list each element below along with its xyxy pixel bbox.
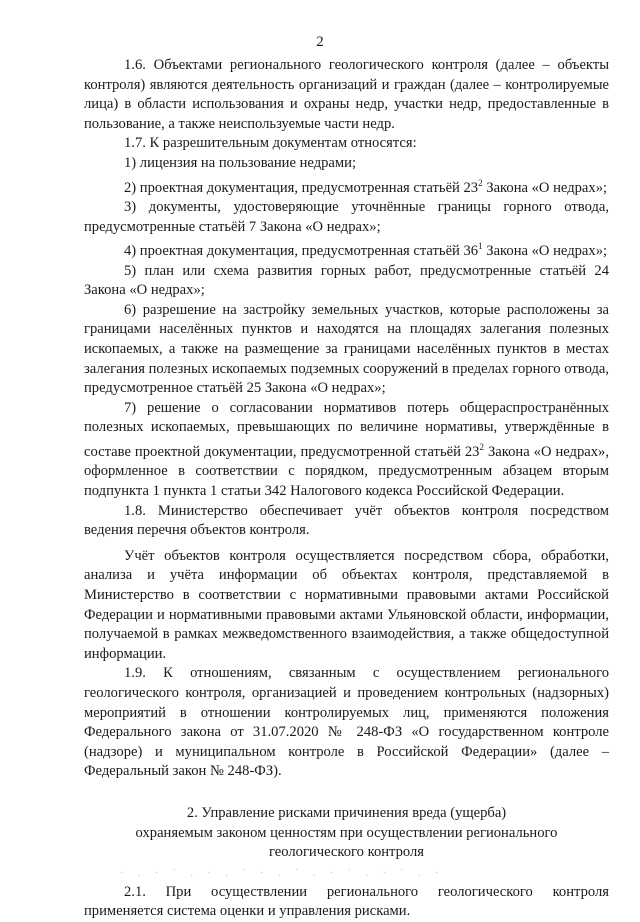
list-item-7-text-end: Закона «О недрах», оформленное в соответствии с порядком, предусмотренным абзацем вторым подпункта 1 пункта 1 статьи 342 Налогового кодекса Российской Федерации. — [84, 443, 609, 500]
list-item-2-text-end: Закона «О недрах»; — [482, 179, 608, 196]
superscript: 2 — [478, 177, 483, 188]
scan-noise: · . · ˙ . · . ˙ · . ˙ . · ˙ . · ˙ . · — [120, 868, 445, 879]
paragraph-1-8: 1.8. Министерство обеспечивает учёт объектов контроля посредством ведения перечня объектов контроля. — [84, 502, 609, 539]
section-2-heading — [84, 804, 609, 863]
list-item-4 — [84, 237, 609, 261]
list-item-7 — [84, 399, 609, 502]
paragraph-2-1: 2.1. При осуществлении регионального геологического контроля применяется система оценки и управления рисками. — [84, 883, 609, 920]
paragraph-1-6: 1.6. Объектами регионального геологического контроля (далее – объекты контроля) являются деятельность организаций и граждан (далее – контролируемые лица) в области использования и охраны недр, участки недр, предоставленные в пользование, а также неиспользуемые части недр. — [84, 57, 609, 132]
paragraph-1-7: 1.7. К разрешительным документам относятся: — [124, 135, 417, 152]
section-2-heading-line-1: 2. Управление рисками причинения вреда (ущерба) — [186, 804, 507, 821]
list-item-7-text: 7) решение о согласовании нормативов потерь общераспространённых полезных ископаемых, превышающих по величине нормативы, утверждённые в составе проектной документации, предусмотренной статьёй 23 — [84, 399, 609, 460]
list-item-4-text-end: Закона «О недрах»; — [482, 243, 608, 260]
list-item-4-text: 4) проектная документация, предусмотренная статьёй 36 — [124, 243, 479, 260]
list-item-1: 1) лицензия на пользование недрами; — [124, 154, 357, 171]
superscript: 1 — [478, 241, 483, 252]
list-item-2-text: 2) проектная документация, предусмотренная статьёй 23 — [124, 179, 479, 196]
list-item-5: 5) план или схема развития горных работ, предусмотренные статьёй 24 Закона «О недрах»; — [84, 262, 609, 299]
list-item-6: 6) разрешение на застройку земельных участков, которые расположены за границами населённых пунктов и находятся на площадях залегания полезных ископаемых, а также на размещение за границами населённых пунктов в местах залегания полезных ископаемых подземных сооружений в пределах горного отвода, предусмотренное статьёй 25 Закона «О недрах»; — [84, 301, 609, 397]
document-body — [84, 56, 609, 922]
list-item-2 — [84, 174, 609, 198]
section-2-heading-line-2: охраняемым законом ценностям при осуществлении регионального — [135, 824, 558, 841]
list-item-3: 3) документы, удостоверяющие уточнённые границы горного отвода, предусмотренные статьёй 7 Закона «О недрах»; — [84, 199, 609, 235]
section-2-heading-line-3: геологического контроля — [268, 844, 425, 861]
paragraph-1-9: 1.9. К отношениям, связанным с осуществлением регионального геологического контроля, организацией и проведением контрольных (надзорных) мероприятий в отношении контролируемых лиц, применяются положения Федерального закона от 31.07.2020 № 248-ФЗ «О государственном контроле (надзоре) и муниципальном контроле в Российской Федерации» (далее – Федеральный закон № 248-ФЗ). — [84, 665, 609, 780]
superscript: 2 — [479, 442, 484, 452]
paragraph-1-8-accounting: Учёт объектов контроля осуществляется посредством сбора, обработки, анализа и учёта информации об объектах контроля, представляемой в Министерство в соответствии с нормативными правовыми актами Российской Федерации и нормативными правовыми актами Ульяновской области, информации, получаемой в рамках межведомственного взаимодействия, а также общедоступной информации. — [84, 547, 609, 662]
page-number: 2 — [316, 34, 324, 50]
